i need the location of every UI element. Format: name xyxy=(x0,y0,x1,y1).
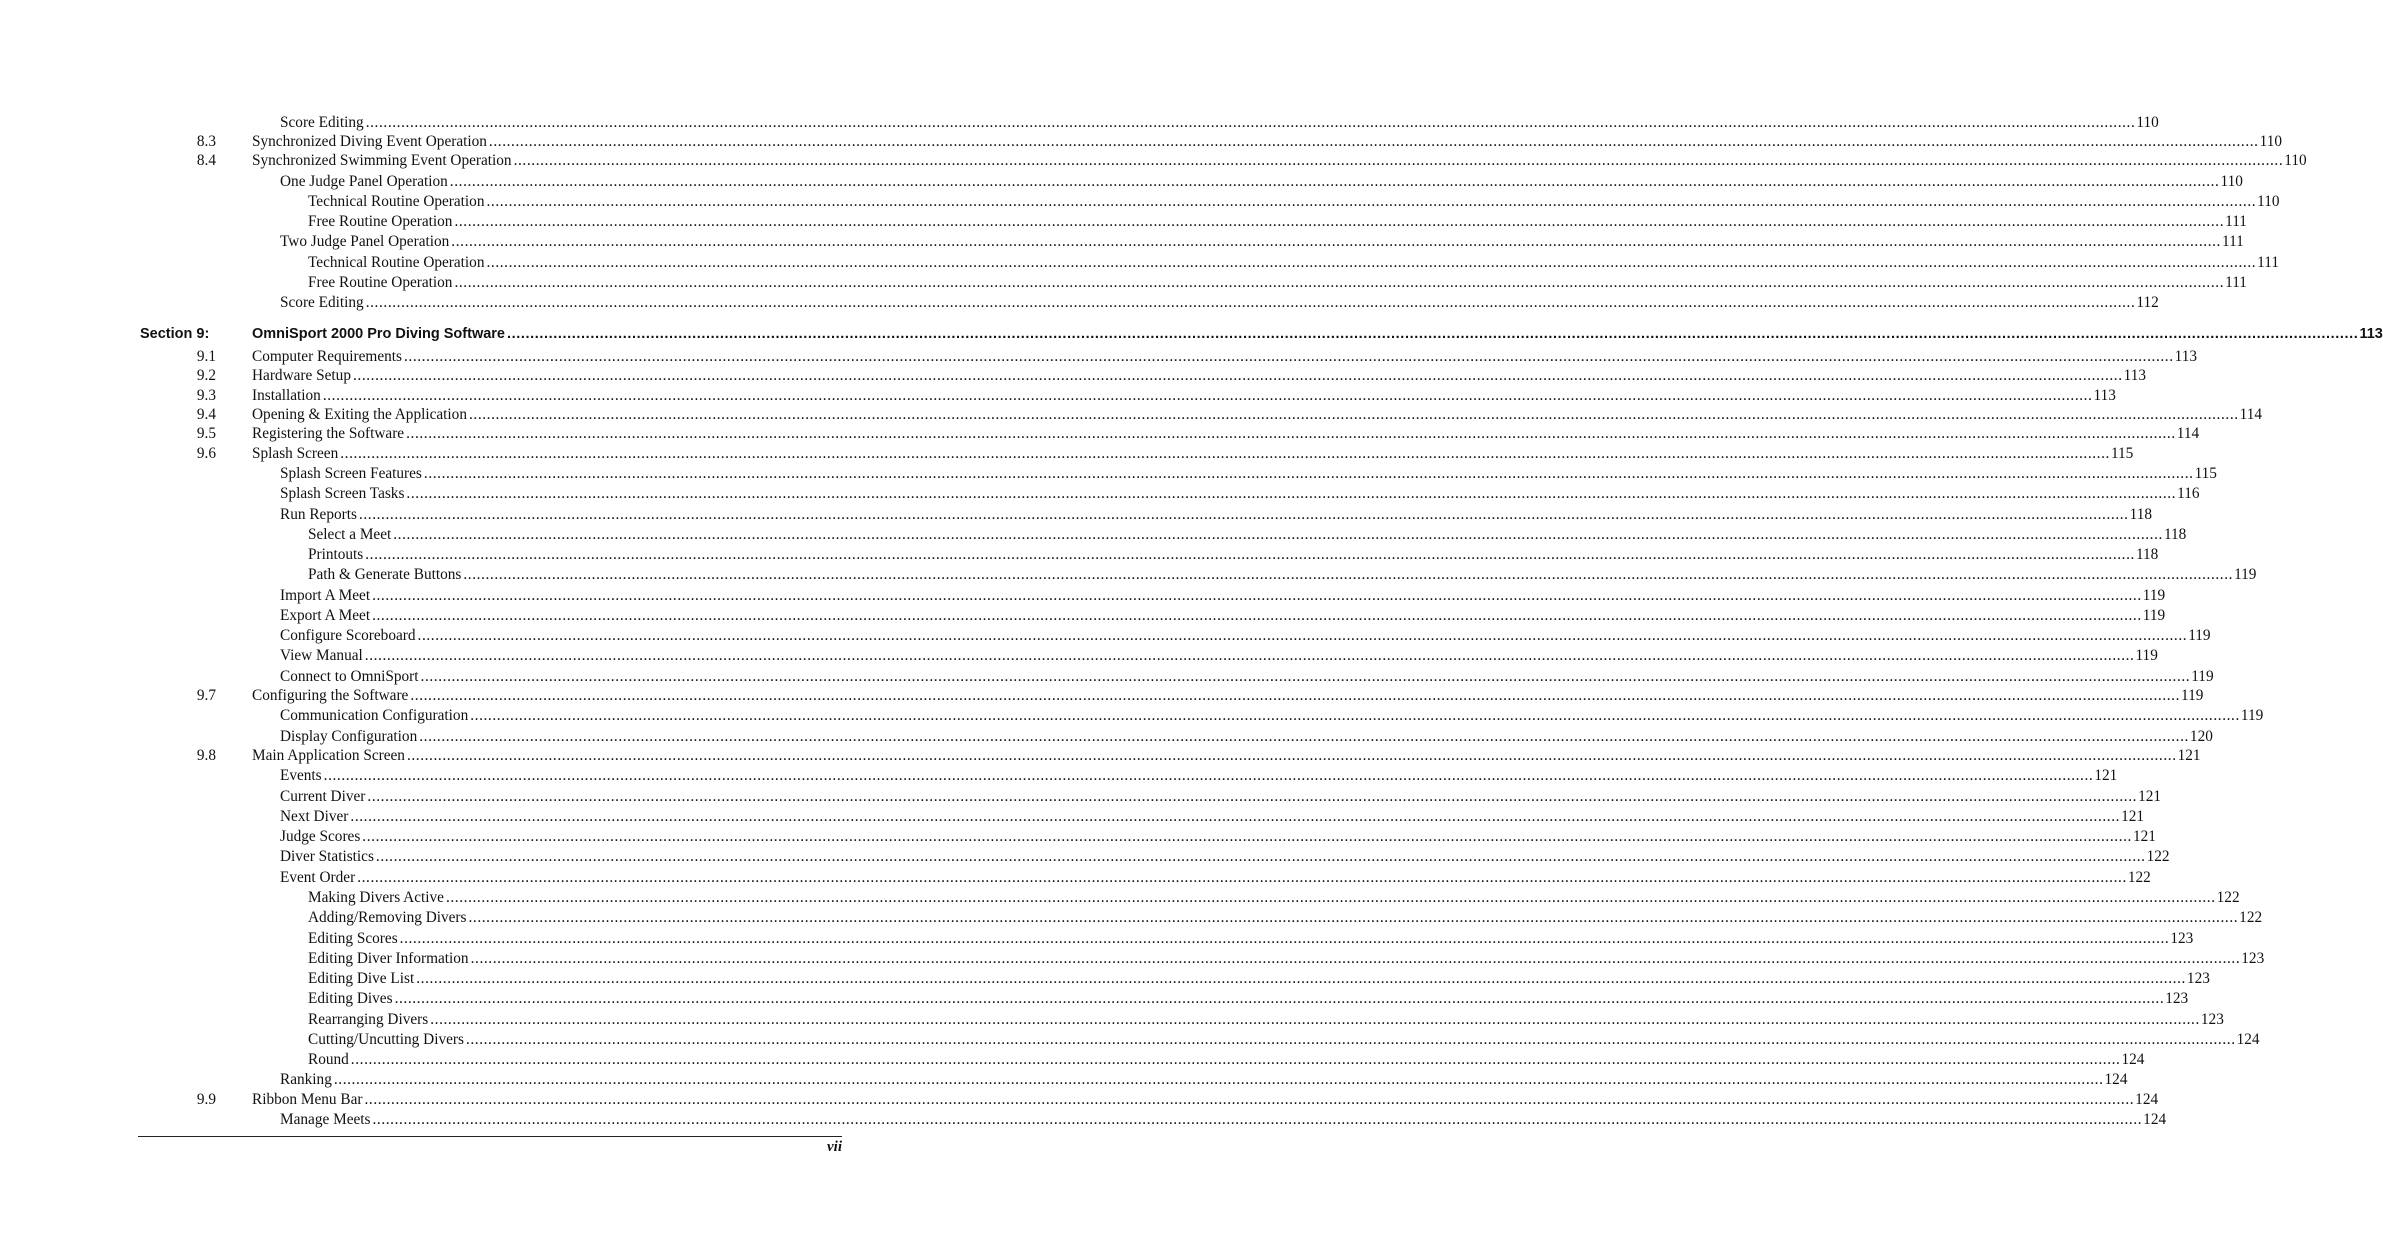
toc-entry-page: 110 xyxy=(2257,193,2280,210)
dot-leader: ................................................................................................................................................................................................................................................................................................................................................................................................................ xyxy=(365,546,2135,563)
toc-section-number: 9.3 xyxy=(196,387,216,404)
toc-entry-title: Free Routine Operation xyxy=(308,274,453,291)
dot-leader: ................................................................................................................................................................................................................................................................................................................................................................................................................ xyxy=(399,930,2170,947)
toc-entry[interactable] xyxy=(308,1050,2145,1070)
toc-entry[interactable] xyxy=(308,212,2247,232)
toc-section-number: 8.4 xyxy=(196,152,216,169)
toc-section-number: 9.6 xyxy=(196,445,216,462)
toc-row xyxy=(0,132,2282,152)
toc-row xyxy=(0,949,2265,969)
toc-row xyxy=(0,646,2158,666)
toc-entry[interactable] xyxy=(308,273,2247,293)
toc-entry-page: 123 xyxy=(2170,930,2194,947)
toc-entry-page: 121 xyxy=(2138,788,2162,805)
toc-row xyxy=(0,172,2243,192)
toc-section-number: Section 9: xyxy=(140,326,210,342)
dot-leader: ................................................................................................................................................................................................................................................................................................................................................................................................................ xyxy=(394,990,2165,1007)
toc-entry-title: Editing Scores xyxy=(308,930,398,947)
page-number: vii xyxy=(827,1139,842,1155)
toc-row xyxy=(0,1070,2128,1090)
toc-entry-page: 119 xyxy=(2188,627,2211,644)
toc-entry[interactable] xyxy=(280,1070,2128,1090)
toc-row xyxy=(0,847,2170,867)
toc-entry[interactable] xyxy=(280,1110,2167,1130)
toc-section-row xyxy=(0,324,2383,344)
toc-entry-title: Rearranging Divers xyxy=(308,1011,429,1028)
dot-leader: ................................................................................................................................................................................................................................................................................................................................................................................................................ xyxy=(507,326,2359,342)
toc-entry[interactable] xyxy=(280,807,2145,827)
toc-entry-title: One Judge Panel Operation xyxy=(280,173,448,190)
toc-entry-title: Ribbon Menu Bar xyxy=(252,1091,363,1108)
toc-entry[interactable] xyxy=(280,646,2158,666)
toc-row xyxy=(0,727,2213,747)
toc-entry-page: 123 xyxy=(2200,1011,2224,1028)
toc-entry[interactable] xyxy=(280,667,2214,687)
dot-leader: ................................................................................................................................................................................................................................................................................................................................................................................................................ xyxy=(470,707,2240,724)
toc-entry-page: 119 xyxy=(2234,566,2257,583)
toc-entry-page: 114 xyxy=(2176,425,2200,442)
dot-leader: ................................................................................................................................................................................................................................................................................................................................................................................................................ xyxy=(430,1011,2200,1028)
toc-entry-title: Technical Routine Operation xyxy=(308,193,485,210)
toc-entry-title: Diver Statistics xyxy=(280,848,374,865)
toc-entry-page: 118 xyxy=(2163,526,2187,543)
toc-entry-title: Installation xyxy=(252,387,321,404)
toc-entry-page: 111 xyxy=(2225,274,2247,291)
dot-leader: ................................................................................................................................................................................................................................................................................................................................................................................................................ xyxy=(323,767,2094,784)
toc-entry[interactable] xyxy=(280,606,2166,626)
toc-entry-title: Run Reports xyxy=(280,506,357,523)
toc-row xyxy=(0,273,2247,293)
toc-entry-title: Editing Dive List xyxy=(308,970,415,987)
toc-row xyxy=(0,746,2201,766)
toc-row xyxy=(0,366,2147,386)
toc-entry-title: Splash Screen Tasks xyxy=(280,485,405,502)
toc-row xyxy=(0,686,2204,706)
dot-leader: ................................................................................................................................................................................................................................................................................................................................................................................................................ xyxy=(362,828,2132,845)
toc-row xyxy=(0,347,2198,367)
toc-entry-title: Splash Screen xyxy=(252,445,339,462)
dot-leader: ................................................................................................................................................................................................................................................................................................................................................................................................................ xyxy=(416,970,2186,987)
dot-leader: ................................................................................................................................................................................................................................................................................................................................................................................................................ xyxy=(488,133,2259,150)
toc-entry-page: 113 xyxy=(2093,387,2116,404)
toc-entry[interactable] xyxy=(308,969,2210,989)
dot-leader: ................................................................................................................................................................................................................................................................................................................................................................................................................ xyxy=(420,668,2191,685)
dot-leader: ................................................................................................................................................................................................................................................................................................................................................................................................................ xyxy=(364,1091,2135,1108)
dot-leader: ................................................................................................................................................................................................................................................................................................................................................................................................................ xyxy=(358,506,2129,523)
toc-entry[interactable] xyxy=(280,113,2159,133)
toc-entry-page: 119 xyxy=(2142,607,2166,624)
toc-entry-page: 122 xyxy=(2239,909,2263,926)
toc-entry-page: 123 xyxy=(2241,950,2265,967)
toc-entry[interactable] xyxy=(308,253,2279,273)
toc-entry-title: Opening & Exiting the Application xyxy=(252,406,467,423)
toc-entry-title: Score Editing xyxy=(280,294,364,311)
toc-entry[interactable] xyxy=(308,908,2263,928)
toc-entry-title: Free Routine Operation xyxy=(308,213,453,230)
toc-section-number: 9.8 xyxy=(196,747,216,764)
toc-entry-title: Registering the Software xyxy=(252,425,405,442)
toc-entry[interactable] xyxy=(252,424,2200,444)
toc-row xyxy=(0,667,2214,687)
toc-row xyxy=(0,888,2240,908)
toc-row xyxy=(0,908,2263,928)
dot-leader: ................................................................................................................................................................................................................................................................................................................................................................................................................ xyxy=(468,909,2239,926)
toc-row xyxy=(0,606,2166,626)
dot-leader: ................................................................................................................................................................................................................................................................................................................................................................................................................ xyxy=(365,114,2136,131)
dot-leader: ................................................................................................................................................................................................................................................................................................................................................................................................................ xyxy=(470,950,2241,967)
toc-entry-page: 123 xyxy=(2165,990,2189,1007)
toc-entry-title: Cutting/Uncutting Divers xyxy=(308,1031,464,1048)
toc-entry[interactable] xyxy=(308,192,2280,212)
toc-entry-title: Two Judge Panel Operation xyxy=(280,233,450,250)
dot-leader: ................................................................................................................................................................................................................................................................................................................................................................................................................ xyxy=(350,1051,2121,1068)
toc-entry[interactable] xyxy=(252,347,2198,367)
toc-entry-page: 119 xyxy=(2191,668,2214,685)
toc-entry-page: 112 xyxy=(2136,294,2159,311)
dot-leader: ................................................................................................................................................................................................................................................................................................................................................................................................................ xyxy=(454,213,2225,230)
toc-row xyxy=(0,868,2151,888)
dot-leader: ................................................................................................................................................................................................................................................................................................................................................................................................................ xyxy=(393,526,2163,543)
toc-entry-page: 121 xyxy=(2132,828,2156,845)
toc-entry-page: 115 xyxy=(2194,465,2217,482)
toc-row xyxy=(0,545,2159,565)
toc-entry-title: Synchronized Diving Event Operation xyxy=(252,133,487,150)
toc-entry-title: Main Application Screen xyxy=(252,747,405,764)
toc-entry[interactable] xyxy=(280,464,2217,484)
toc-row xyxy=(0,586,2166,606)
dot-leader: ................................................................................................................................................................................................................................................................................................................................................................................................................ xyxy=(410,687,2181,704)
toc-entry-title: Ranking xyxy=(280,1071,332,1088)
toc-entry-page: 124 xyxy=(2236,1031,2260,1048)
toc-row xyxy=(0,293,2159,313)
toc-entry-page: 110 xyxy=(2136,114,2159,131)
toc-row xyxy=(0,706,2264,726)
toc-entry-page: 124 xyxy=(2135,1091,2159,1108)
toc-entry[interactable] xyxy=(308,525,2187,545)
toc-entry-page: 113 xyxy=(2174,348,2198,365)
toc-entry-page: 121 xyxy=(2094,767,2118,784)
toc-row xyxy=(0,253,2279,273)
dot-leader: ................................................................................................................................................................................................................................................................................................................................................................................................................ xyxy=(486,193,2257,210)
dot-leader: ................................................................................................................................................................................................................................................................................................................................................................................................................ xyxy=(333,1071,2104,1088)
dot-leader: ................................................................................................................................................................................................................................................................................................................................................................................................................ xyxy=(372,1111,2143,1128)
toc-entry-page: 121 xyxy=(2177,747,2201,764)
toc-entry[interactable] xyxy=(308,949,2265,969)
toc-entry-page: 124 xyxy=(2104,1071,2128,1088)
toc-entry-page: 119 xyxy=(2135,647,2158,664)
toc-entry[interactable] xyxy=(252,1090,2159,1110)
toc-entry-page: 116 xyxy=(2177,485,2200,502)
toc-row xyxy=(0,1050,2145,1070)
toc-section-number: 9.7 xyxy=(196,687,216,704)
toc-entry[interactable] xyxy=(280,626,2211,646)
dot-leader: ................................................................................................................................................................................................................................................................................................................................................................................................................ xyxy=(423,465,2194,482)
toc-entry-page: 119 xyxy=(2181,687,2204,704)
toc-section-number: 9.1 xyxy=(196,348,216,365)
toc-section-number: 9.2 xyxy=(196,367,216,384)
toc-entry[interactable] xyxy=(280,868,2151,888)
toc-entry-title: Editing Diver Information xyxy=(308,950,469,967)
toc-section-number: 9.9 xyxy=(196,1091,216,1108)
toc-entry-page: 118 xyxy=(2135,546,2159,563)
dot-leader: ................................................................................................................................................................................................................................................................................................................................................................................................................ xyxy=(406,425,2176,442)
toc-entry[interactable] xyxy=(252,386,2116,406)
toc-entry-page: 124 xyxy=(2143,1111,2167,1128)
toc-row xyxy=(0,151,2307,171)
toc-entry[interactable] xyxy=(252,686,2204,706)
dot-leader: ................................................................................................................................................................................................................................................................................................................................................................................................................ xyxy=(451,233,2221,250)
toc-section-number: 9.5 xyxy=(196,425,216,442)
toc-entry-title: Connect to OmniSport xyxy=(280,668,419,685)
toc-entry-page: 123 xyxy=(2186,970,2210,987)
toc-entry-title: Next Diver xyxy=(280,808,349,825)
toc-entry-title: Current Diver xyxy=(280,788,366,805)
toc-entry-title: Manage Meets xyxy=(280,1111,371,1128)
toc-row xyxy=(0,827,2156,847)
toc-entry[interactable] xyxy=(280,172,2243,192)
toc-row xyxy=(0,192,2280,212)
dot-leader: ................................................................................................................................................................................................................................................................................................................................................................................................................ xyxy=(367,788,2138,805)
toc-entry-page: 111 xyxy=(2225,213,2247,230)
toc-row xyxy=(0,969,2210,989)
toc-entry-title: View Manual xyxy=(280,647,363,664)
toc-entry-page: 110 xyxy=(2220,173,2243,190)
dot-leader: ................................................................................................................................................................................................................................................................................................................................................................................................................ xyxy=(465,1031,2236,1048)
dot-leader: ................................................................................................................................................................................................................................................................................................................................................................................................................ xyxy=(513,152,2284,169)
toc-entry[interactable] xyxy=(252,151,2307,171)
toc-entry-page: 124 xyxy=(2121,1051,2145,1068)
toc-entry-title: Judge Scores xyxy=(280,828,361,845)
toc-entry[interactable] xyxy=(252,132,2282,152)
toc-row xyxy=(0,766,2118,786)
toc-entry[interactable] xyxy=(252,405,2263,425)
toc-entry-title: Splash Screen Features xyxy=(280,465,422,482)
toc-row xyxy=(0,565,2257,585)
dot-leader: ................................................................................................................................................................................................................................................................................................................................................................................................................ xyxy=(375,848,2146,865)
toc-row xyxy=(0,484,2200,504)
toc-entry[interactable] xyxy=(252,324,2383,344)
dot-leader: ................................................................................................................................................................................................................................................................................................................................................................................................................ xyxy=(322,387,2093,404)
toc-entry[interactable] xyxy=(252,366,2147,386)
toc-entry-page: 122 xyxy=(2216,889,2240,906)
toc-entry[interactable] xyxy=(280,293,2159,313)
toc-entry-title: Configure Scoreboard xyxy=(280,627,416,644)
toc-entry[interactable] xyxy=(280,847,2170,867)
dot-leader: ................................................................................................................................................................................................................................................................................................................................................................................................................ xyxy=(417,627,2188,644)
toc-entry[interactable] xyxy=(280,706,2264,726)
toc-entry-title: Export A Meet xyxy=(280,607,371,624)
dot-leader: ................................................................................................................................................................................................................................................................................................................................................................................................................ xyxy=(449,173,2220,190)
toc-row xyxy=(0,929,2194,949)
toc-entry-page: 122 xyxy=(2146,848,2170,865)
dot-leader: ................................................................................................................................................................................................................................................................................................................................................................................................................ xyxy=(357,869,2127,886)
toc-entry[interactable] xyxy=(280,232,2244,252)
dot-leader: ................................................................................................................................................................................................................................................................................................................................................................................................................ xyxy=(352,367,2123,384)
toc-entry-title: Adding/Removing Divers xyxy=(308,909,467,926)
toc-entry[interactable] xyxy=(280,766,2118,786)
toc-entry[interactable] xyxy=(308,1010,2224,1030)
toc-entry[interactable] xyxy=(308,989,2189,1009)
dot-leader: ................................................................................................................................................................................................................................................................................................................................................................................................................ xyxy=(340,445,2110,462)
toc-entry-page: 113 xyxy=(2359,326,2383,342)
dot-leader: ................................................................................................................................................................................................................................................................................................................................................................................................................ xyxy=(486,254,2257,271)
toc-entry[interactable] xyxy=(308,545,2159,565)
toc-entry-page: 111 xyxy=(2257,254,2279,271)
dot-leader: ................................................................................................................................................................................................................................................................................................................................................................................................................ xyxy=(445,889,2216,906)
toc-row xyxy=(0,807,2145,827)
toc-entry-page: 110 xyxy=(2284,152,2307,169)
toc-row xyxy=(0,1090,2159,1110)
dot-leader: ................................................................................................................................................................................................................................................................................................................................................................................................................ xyxy=(403,348,2174,365)
toc-entry[interactable] xyxy=(280,484,2200,504)
toc-row xyxy=(0,626,2211,646)
dot-leader: ................................................................................................................................................................................................................................................................................................................................................................................................................ xyxy=(406,485,2177,502)
dot-leader: ................................................................................................................................................................................................................................................................................................................................................................................................................ xyxy=(350,808,2121,825)
toc-row xyxy=(0,212,2247,232)
toc-entry-page: 119 xyxy=(2240,707,2264,724)
toc-entry-page: 115 xyxy=(2110,445,2134,462)
toc-row xyxy=(0,232,2244,252)
toc-row xyxy=(0,989,2189,1009)
toc-entry-page: 113 xyxy=(2123,367,2147,384)
toc-row xyxy=(0,525,2187,545)
toc-entry-title: Synchronized Swimming Event Operation xyxy=(252,152,512,169)
toc-row xyxy=(0,424,2200,444)
dot-leader: ................................................................................................................................................................................................................................................................................................................................................................................................................ xyxy=(468,406,2239,423)
toc-entry-page: 122 xyxy=(2127,869,2151,886)
toc-entry-title: Printouts xyxy=(308,546,364,563)
toc-row xyxy=(0,787,2162,807)
dot-leader: ................................................................................................................................................................................................................................................................................................................................................................................................................ xyxy=(406,747,2177,764)
toc-entry-title: Hardware Setup xyxy=(252,367,351,384)
toc-row xyxy=(0,444,2134,464)
toc-entry-page: 114 xyxy=(2239,406,2263,423)
toc-entry-title: Making Divers Active xyxy=(308,889,444,906)
toc-entry[interactable] xyxy=(280,505,2152,525)
toc-row xyxy=(0,464,2217,484)
toc-entry-page: 119 xyxy=(2142,587,2166,604)
toc-entry-page: 110 xyxy=(2259,133,2282,150)
toc-row xyxy=(0,113,2159,133)
toc-entry-page: 118 xyxy=(2129,506,2152,523)
toc-entry[interactable] xyxy=(280,827,2156,847)
toc-section-number: 8.3 xyxy=(196,133,216,150)
toc-row xyxy=(0,1010,2224,1030)
dot-leader: ................................................................................................................................................................................................................................................................................................................................................................................................................ xyxy=(365,294,2136,311)
dot-leader: ................................................................................................................................................................................................................................................................................................................................................................................................................ xyxy=(372,607,2142,624)
toc-entry-title: Select a Meet xyxy=(308,526,392,543)
dot-leader: ................................................................................................................................................................................................................................................................................................................................................................................................................ xyxy=(454,274,2225,291)
dot-leader: ................................................................................................................................................................................................................................................................................................................................................................................................................ xyxy=(372,587,2142,604)
toc-entry-title: Editing Dives xyxy=(308,990,393,1007)
toc-entry-page: 121 xyxy=(2121,808,2145,825)
dot-leader: ................................................................................................................................................................................................................................................................................................................................................................................................................ xyxy=(364,647,2135,664)
dot-leader: ................................................................................................................................................................................................................................................................................................................................................................................................................ xyxy=(463,566,2234,583)
toc-entry-title: Technical Routine Operation xyxy=(308,254,485,271)
toc-entry-page: 111 xyxy=(2221,233,2244,250)
toc-entry[interactable] xyxy=(308,565,2257,585)
toc-entry-title: Communication Configuration xyxy=(280,707,469,724)
toc-entry[interactable] xyxy=(280,727,2213,747)
toc-entry-title: Event Order xyxy=(280,869,356,886)
toc-row xyxy=(0,386,2116,406)
footer-rule xyxy=(138,1136,842,1137)
toc-entry-title: Path & Generate Buttons xyxy=(308,566,462,583)
toc-entry[interactable] xyxy=(280,787,2162,807)
toc-entry[interactable] xyxy=(308,888,2240,908)
toc-entry-title: Score Editing xyxy=(280,114,364,131)
toc-entry-title: Events xyxy=(280,767,322,784)
toc-row xyxy=(0,1110,2167,1130)
toc-row xyxy=(0,1030,2260,1050)
toc-entry[interactable] xyxy=(308,929,2194,949)
toc-row xyxy=(0,505,2152,525)
toc-entry-title: Round xyxy=(308,1051,349,1068)
toc-entry[interactable] xyxy=(252,746,2201,766)
toc-entry[interactable] xyxy=(280,586,2166,606)
toc-section-number: 9.4 xyxy=(196,406,216,423)
toc-entry-title: Display Configuration xyxy=(280,728,418,745)
toc-entry-page: 120 xyxy=(2189,728,2213,745)
toc-entry[interactable] xyxy=(308,1030,2260,1050)
toc-entry[interactable] xyxy=(252,444,2134,464)
toc-entry-title: Import A Meet xyxy=(280,587,371,604)
toc-entry-title: Computer Requirements xyxy=(252,348,402,365)
toc-row xyxy=(0,405,2263,425)
dot-leader: ................................................................................................................................................................................................................................................................................................................................................................................................................ xyxy=(419,728,2189,745)
toc-entry-title: OmniSport 2000 Pro Diving Software xyxy=(252,326,505,342)
toc-entry-title: Configuring the Software xyxy=(252,687,409,704)
